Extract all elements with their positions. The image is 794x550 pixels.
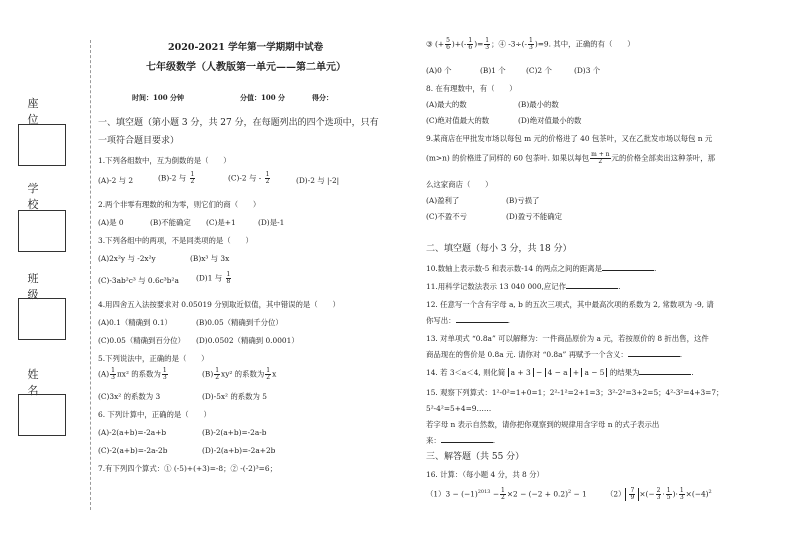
q15-line4: 来： . xyxy=(426,436,496,445)
q3-option-d: (D)1 与 $\frac{1}{8}$ xyxy=(196,271,231,285)
exam-subtitle: 七年级数学（人教版第一单元——第二单元） xyxy=(146,62,346,73)
q5-option-d: (D)-5x² 的系数为 5 xyxy=(202,392,267,401)
section3-heading: 三、解答题（共 55 分） xyxy=(426,452,525,462)
q4-option-b: (B)0.05（精确到千分位） xyxy=(196,318,283,327)
q9-option-b: (B)亏损了 xyxy=(506,196,540,205)
fraction-one-fifth: $\frac{1}{5}$ xyxy=(666,487,671,501)
fraction-half: $\frac{1}{2}$ xyxy=(501,487,505,501)
fraction-half: $\frac{1}{2}$ xyxy=(266,367,271,381)
q13-answer-blank[interactable] xyxy=(628,350,680,357)
fraction-m-plus-n-over-2: $\frac{m + n}{2}$ xyxy=(591,151,610,165)
section1-heading-b: 一项符合题目要求） xyxy=(98,136,180,146)
q6-stem: 6. 下列计算中，正确的是（ ） xyxy=(98,410,211,419)
abs-a-minus-5: a − 5 xyxy=(581,368,607,377)
q7-option-b: (B)1 个 xyxy=(480,66,506,75)
q12-line1: 12. 任意写一个含有字母 a, b 的五次三项式，其中最高次项的系数为 2, 常数项为 -9, 请 xyxy=(426,300,714,309)
fraction-one-third: $\frac{1}{3}$ xyxy=(529,37,533,51)
q1-stem: 1.下列各组数中，互为倒数的是（ ） xyxy=(98,156,231,165)
q2-stem: 2.两个非零有理数的和为零，则它们的商（ ） xyxy=(98,200,261,209)
q16-part1: $(1)3 - (-1)^{2013}$ − $\frac{1}{2}$ $\times 2 - (-2 + 0.2)^2 - 1$ xyxy=(426,487,587,501)
q3-option-a: (A)2x²y 与 -2x²y xyxy=(98,254,156,263)
q3-stem: 3.下列各组中的两项，不是同类项的是（ ） xyxy=(98,236,253,245)
fraction-third: $\frac{1}{3}$ xyxy=(111,367,115,381)
seat-label: 座 位 xyxy=(27,97,53,126)
q5-option-c: (C)3x² 的系数为 3 xyxy=(98,392,161,401)
class-box[interactable] xyxy=(18,298,66,340)
school-box[interactable] xyxy=(18,210,66,252)
q4-option-d: (D)0.0502（精确到 0.0001） xyxy=(196,336,299,345)
name-label: 姓 名 xyxy=(27,368,53,397)
binding-dashed-line xyxy=(90,40,91,510)
q15-line1: 15. 观察下列算式：1²-0²=1+0=1；2²-1²=2+1=3；3²-2²=3+2=5；4²-3²=4+3=7； xyxy=(426,388,724,397)
q6-option-a: (A)-2(a+b)=-2a+b xyxy=(98,428,167,437)
exam-title: 2020-2021 学年第一学期期中试卷 xyxy=(168,42,324,53)
q6-option-b: (B)-2(a+b)=-2a-b xyxy=(202,428,267,437)
q8-option-b: (B)最小的数 xyxy=(518,100,559,109)
abs-seven xyxy=(625,488,639,501)
class-label: 班 级 xyxy=(27,272,53,301)
q3-option-b: (B)x³ 与 3x xyxy=(190,254,230,263)
q15-answer-blank[interactable] xyxy=(441,436,493,443)
fraction-third: $\frac{1}{3}$ xyxy=(162,367,167,381)
q7-option-c: (C)2 个 xyxy=(526,66,552,75)
q14: 14. 若 3＜a＜4, 则化简 a + 3 − 4 − a + a − 5 的结果为 . xyxy=(426,368,694,377)
q4-stem: 4.用四舍五入法按要求对 0.05019 分别取近似值，其中错误的是（ ） xyxy=(98,300,340,309)
binding-strip xyxy=(0,0,85,550)
q9-option-d: (D)盈亏不能确定 xyxy=(506,212,563,221)
q6-option-c: (C)-2(a+b)=-2a-2b xyxy=(98,446,168,455)
fraction-two-thirds: $\frac{2}{3}$ xyxy=(656,487,661,501)
q7-option-d: (D)3 个 xyxy=(574,66,601,75)
q4-option-c: (C)0.05（精确到百分位） xyxy=(98,336,186,345)
fraction-five-sixths: $\frac{5}{6}$ xyxy=(446,37,450,51)
abs-4-minus-a: 4 − a xyxy=(545,368,571,377)
q1-option-d: (D)-2 与 |-2| xyxy=(296,176,340,185)
q13-line2: 商品现在的售价是 0.8a 元. 请你对 “0.8a” 再赋予一个含义： . xyxy=(426,350,683,359)
q9-line1: 9.某商店在甲批发市场以每包 m 元的价格进了 40 包茶叶，又在乙批发市场以每包 n 元 xyxy=(426,134,713,143)
q10-answer-blank[interactable] xyxy=(602,264,654,271)
q9-line3: 么这家商店（ ） xyxy=(426,180,493,189)
q8-stem: 8. 在有理数中，有（ ） xyxy=(426,84,517,93)
school-label: 学 校 xyxy=(27,182,53,211)
q15-line2: 5²-4²=5+4=9…… xyxy=(426,404,492,413)
q9-option-c: (C)不盈不亏 xyxy=(426,212,467,221)
q7-continued: ③ (+ $\frac{5}{6}$ )+(- $\frac{1}{6}$ )= $\frac{1}{3}$ ；④ -3÷(- $\frac{1}{3}$ )=9. 其中，正确的有（ ） xyxy=(426,37,635,51)
q8-option-c: (C)绝对值最大的数 xyxy=(426,116,490,125)
fraction-seven-ninths: $\frac{7}{9}$ xyxy=(630,487,635,501)
q1-option-a: (A)-2 与 2 xyxy=(98,176,134,185)
exam-time: 时间：100 分钟 xyxy=(132,93,185,102)
q2-option-a: (A)是 0 xyxy=(98,218,124,227)
q12-answer-blank[interactable] xyxy=(456,316,508,323)
q2-option-d: (D)是-1 xyxy=(258,218,285,227)
fraction-one-third: $\frac{1}{3}$ xyxy=(485,37,490,51)
q7-stem: 7.有下列四个算式：① (-5)+(+3)=-8；② -(-2)³=6； xyxy=(98,464,277,473)
q6-option-d: (D)-2(a+b)=-2a+2b xyxy=(202,446,276,455)
q8-option-a: (A)最大的数 xyxy=(426,100,467,109)
q11-answer-blank[interactable] xyxy=(566,282,618,289)
q7-option-a: (A)0 个 xyxy=(426,66,452,75)
q9-line2: (m>n) 的价格进了同样的 60 包茶叶. 如果以每包 $\frac{m + n}{2}$ 元的价格全部卖出这种茶叶，那 xyxy=(426,151,716,165)
q13-line1: 13. 对单项式 “0.8a” 可以解释为：一件商品原价为 a 元，若按原价的 8 折出售，这件 xyxy=(426,334,709,343)
name-box[interactable] xyxy=(18,394,66,436)
q5-option-a: (A) $\frac{1}{3}$ πx² 的系数为 $\frac{1}{3}$ xyxy=(98,367,167,381)
q16-stem: 16. 计算：（每小题 4 分，共 8 分） xyxy=(426,470,544,479)
fraction-eighth: $\frac{1}{8}$ xyxy=(226,271,231,285)
q11: 11.用科学记数法表示 13 040 000,应记作 . xyxy=(426,282,621,291)
q2-option-b: (B)不能确定 xyxy=(150,218,191,227)
q10: 10.数轴上表示数-5 和表示数-14 的两点之间的距离是 . xyxy=(426,264,657,273)
q5-option-b: (B) $\frac{1}{2}$ xy² 的系数为 $\frac{1}{2}$ x xyxy=(202,367,277,381)
exam-obtained: 得分： xyxy=(312,93,333,102)
q9-option-a: (A)盈利了 xyxy=(426,196,460,205)
section2-heading: 二、填空题（每小 3 分，共 18 分） xyxy=(426,244,572,254)
fraction-one-sixth: $\frac{1}{6}$ xyxy=(468,37,473,51)
q4-option-a: (A)0.1（精确到 0.1） xyxy=(98,318,172,327)
fraction-one-third: $\frac{1}{3}$ xyxy=(679,487,684,501)
q5-stem: 5.下列说法中，正确的是（ ） xyxy=(98,354,209,363)
q12-line2: 你写出： . xyxy=(426,316,510,325)
abs-a-plus-3: a + 3 xyxy=(508,368,534,377)
q8-option-d: (D)绝对值最小的数 xyxy=(518,116,582,125)
q2-option-c: (C)是+1 xyxy=(206,218,236,227)
q14-answer-blank[interactable] xyxy=(639,368,691,375)
fraction-half: $\frac{1}{2}$ xyxy=(190,171,195,185)
q1-option-b: (B)-2 与 $\frac{1}{2}$ xyxy=(158,171,195,185)
q1-option-c: (C)-2 与 - $\frac{1}{2}$ xyxy=(228,171,270,185)
q3-option-c: (C)-3ab²c³ 与 0.6c³b²a xyxy=(98,276,179,285)
fraction-half: $\frac{1}{2}$ xyxy=(215,367,220,381)
fraction-half: $\frac{1}{2}$ xyxy=(265,171,270,185)
exam-score: 分值：100 分 xyxy=(240,93,286,102)
q16-part2: （2） $\frac{7}{9}$ ×(− $\frac{2}{3}$ · $\frac{1}{5}$ )· $\frac{1}{3}$ $\times(-4)^2$ xyxy=(606,487,712,501)
section1-heading-a: 一、填空题（第小题 3 分，共 27 分，在每题列出的四个选项中，只有 xyxy=(98,118,379,128)
seat-box[interactable] xyxy=(18,124,66,166)
q15-line3: 若字母 n 表示自然数，请你把你观察到的规律用含字母 n 的式子表示出 xyxy=(426,420,660,429)
